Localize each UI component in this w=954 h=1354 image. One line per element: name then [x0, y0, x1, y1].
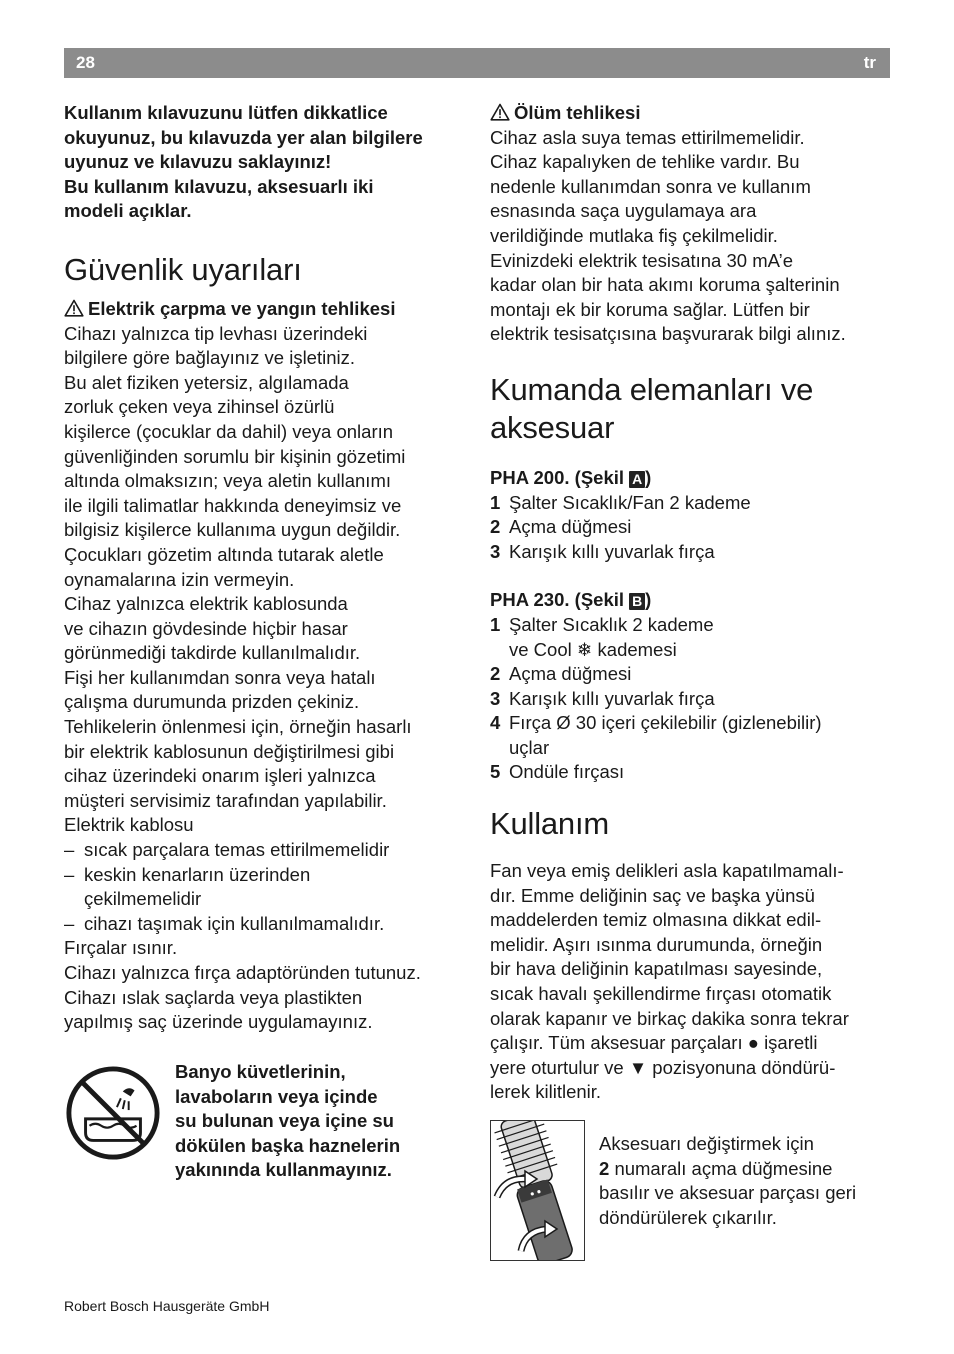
intro-text: Kullanım kılavuzunu lütfen dikkatlice okuyunuz, bu kılavuzda yer alan bilgilere uyunuz ve kılavuzu saklayınız! Bu kullanım kılavuzu, aksesuarlı iki modeli açıklar. [64, 102, 423, 222]
brush-accessory-icon [491, 1121, 584, 1260]
list-item: 1 Şalter Sıcaklık/Fan 2 kademe [490, 491, 751, 513]
accessory-change-text: Aksesuarı değiştirmek için 2 numaralı açma düğmesine basılır ve aksesuar parçası geri döndürülerek çıkarılır. [599, 1133, 857, 1228]
footer-company: Robert Bosch Hausgeräte GmbH [64, 1298, 270, 1314]
electric-warning-heading: Elektrik çarpma ve yangın tehlikesi [64, 297, 469, 322]
list-item: – sıcak parçalara temas ettirilmemelidir [64, 839, 390, 861]
down-triangle-icon: ▼ [628, 1056, 648, 1078]
list-item: – keskin kenarların üzerinden çekilmemelidir [64, 863, 311, 910]
no-water-icon [64, 1064, 162, 1162]
list-item: 2 Açma düğmesi [490, 663, 632, 685]
list-item: 3 Karışık kıllı yuvarlak fırça [490, 687, 715, 709]
safety-body-after: Fırçalar ısınır. Cihazı yalnızca fırça adaptöründen tutunuz. Cihazı ıslak saçlarda veya plastikten yapılmış saç üzerinde uygulamayınız. [64, 937, 421, 1033]
list-item: 5 Ondüle fırçası [490, 761, 625, 783]
warning-triangle-icon [64, 299, 84, 317]
bath-warning-text: Banyo küvetlerinin, lavaboların veya içinde su bulunan veya içine su dökülen başka haznelerin yakınında kullanmayınız. [175, 1061, 401, 1181]
figure-a-badge: A [629, 471, 645, 488]
pha200-list [490, 491, 890, 565]
pha230-heading: PHA 230. (Şekil B ) [490, 589, 652, 611]
pha200-heading: PHA 200. (Şekil A ) [490, 466, 652, 488]
cable-dash-list [64, 838, 469, 936]
list-item: 4 Fırça Ø 30 içeri çekilebilir (gizlenebilir) uçlar [490, 712, 822, 758]
figure-b-badge: B [629, 593, 645, 610]
right-column [490, 101, 890, 1105]
list-item: 3 Karışık kıllı yuvarlak fırça [490, 540, 715, 562]
safety-heading: Güvenlik uyarıları [64, 251, 302, 287]
controls-heading: Kumanda elemanları ve aksesuar [490, 371, 814, 445]
pha230-list [490, 613, 890, 785]
brush-illustration [490, 1120, 585, 1261]
left-column [64, 101, 469, 1035]
usage-body: Fan veya emiş delikleri asla kapatılmamalı- dır. Emme deliğinin saç ve başka yünsü maddelerden temiz olmasına dikkat edil- melidir. Aşırı ısınma durumunda, örneğin bir hava deliğinin kapatılması sayesinde, sıcak havalı şekillendirme fırçası otomatik olarak kapanır ve birkaç dakika sonra tekrar çalışır. Tüm aksesuar parçaları ● işaretli yere oturtulur ve ▼ pozisyonuna döndürü- lerek kilitlenir. [490, 860, 849, 1103]
language-code: tr [863, 53, 876, 72]
list-item: – cihazı taşımak için kullanılmamalıdır. [64, 912, 385, 934]
dot-marker-icon: ● [747, 1032, 759, 1054]
snowflake-icon: ❄ [576, 638, 593, 660]
page-header-bar [64, 48, 890, 78]
death-warning-heading: Ölüm tehlikesi [490, 101, 890, 126]
page-number: 28 [76, 53, 95, 72]
usage-heading: Kullanım [490, 806, 610, 842]
list-item: 2 Açma düğmesi [490, 516, 632, 538]
death-warning-body: Cihaz asla suya temas ettirilmemelidir. Cihaz kapalıyken de tehlike vardır. Bu nedenle kullanımdan sonra ve kullanım esnasında saça uygulamaya ara verildiğinde mutlaka fiş çekilmelidir. Evinizdeki elektrik tesisatına 30 mA’e kadar olan bir hata akımı koruma şalterinin montajı ek bir koruma sağlar. Lütfen bir elektrik tesisatçısına başvurarak bilgi alınız. [490, 126, 846, 345]
safety-body: Cihazı yalnızca tip levhası üzerindeki bilgilere göre bağlayınız ve işletiniz. Bu alet fiziken yetersiz, algılamada zorluk çeken veya zihinsel özürlü kişilerce (çocuklar da dahil) veya onların güvenliğinden sorumlu bir kişinin gözetimi altında olmaksızın; veya aletin kullanımı ile ilgili talimatlar hakkında deneyimsiz ve bilgisiz kişilerce kullanıma uygun değildir. Çocukları gözetim altında tutarak aletle oynamalarına izin vermeyin. Cihaz yalnızca elektrik kablosunda ve cihazın gövdesinde hiçbir hasar görünmediği takdirde kullanılmalıdır. Fişi her kullanımdan sonra veya hatalı çalışma durumunda prizden çekiniz. Tehlikelerin önlenmesi için, örneğin hasarlı bir elektrik kablosunun değiştirilmesi gibi cihaz üzerindeki onarım işleri yalnızca müşteri servisimiz tarafından yapılabilir. Elektrik kablosu [64, 322, 412, 836]
list-item: 1 Şalter Sıcaklık 2 kademe ve Cool ❄ kademesi [490, 613, 714, 660]
warning-triangle-icon [490, 103, 510, 121]
